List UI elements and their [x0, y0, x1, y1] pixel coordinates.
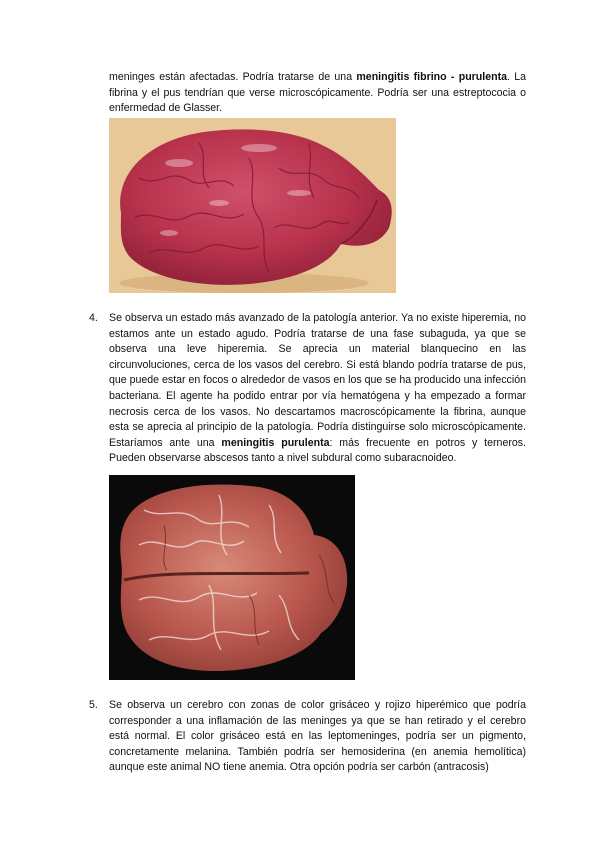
item4-bold-term: meningitis purulenta [221, 436, 330, 449]
item5-text-1: Se observa un cerebro con zonas de color grisáceo y rojizo hiperémico que podría corresponder a una inflamación de las meninges ya que se han retirado y el cerebro está normal. El color grisáceo está en las leptomeninges, podría ser un pigmento, concretamente melanina. También podría ser hemosiderina (en anemia hemolítica) aunque este animal NO tiene anemia. Otra opción podría ser carbón (antracosis) [109, 699, 526, 774]
para1-text-1: meninges están afectadas. Podría tratarse de una [109, 71, 357, 83]
item4-text-1: Se observa un estado más avanzado de la patología anterior. Ya no existe hiperemia, no estamos ante un estado agudo. Podría tratarse de una fase subaguda, ya que se observa una leve hiperemia. Se aprecia un material blanquecino en las circunvoluciones, cerca de los vasos del cerebro. Si está blando podría tratarse de pus, que puede estar en focos o alrededor de vasos en los que se ha producido una infección bacteriana. El agente ha podido entrar por vía hematógena y ha empezado a formar necrosis cerca de los vasos. No descartamos macroscópicamente la fibrina, aunque esta se aprecia al principio de la patología. Podría distinguirse solo microscópicamente. Estaríamos ante una [109, 312, 526, 449]
list-number-5: 5. [89, 699, 98, 711]
para1-text-2: . La fibrina y el pus tendrían que verse microscópicamente. Podría ser una estreptococia o enfermedad de Glasser. [109, 71, 527, 115]
paragraph-meningitis-fibrino-purulenta [109, 70, 526, 117]
paragraph-grey-brain [109, 698, 526, 776]
item4-text-2: : más frecuente en potros y terneros. Pueden observarse abscesos tanto a nivel subdural como subaracnoideo. [109, 436, 526, 465]
list-number-4: 4. [89, 312, 98, 324]
paragraph-meningitis-purulenta [109, 311, 526, 467]
photo-brain-purulent [109, 475, 355, 680]
para1-bold-term: meningitis fibrino - purulenta [356, 71, 507, 83]
photo-brain-hyperemic [109, 118, 396, 293]
